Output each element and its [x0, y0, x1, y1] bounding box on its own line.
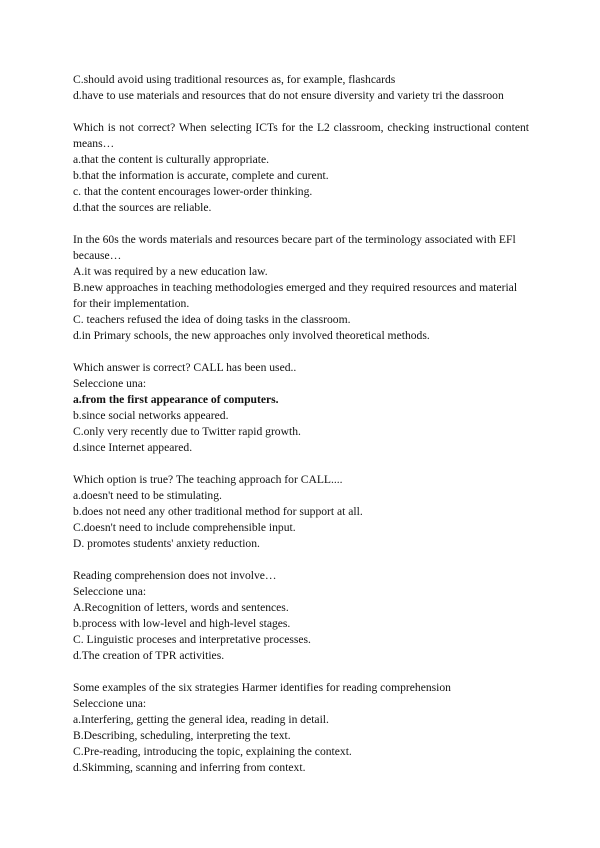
- option-c: c. that the content encourages lower-order thinking.: [73, 185, 313, 198]
- question-block-4: [73, 360, 529, 456]
- option-c: C.Pre-reading, introducing the topic, explaining the context.: [73, 745, 352, 758]
- question-text: Which is not correct? When selecting ICTs for the L2 classroom, checking instructional content means…: [73, 121, 529, 150]
- option-c: C.should avoid using traditional resources as, for example, flashcards: [73, 73, 396, 86]
- question-block-7: [73, 680, 529, 776]
- option-b: B.new approaches in teaching methodologies emerged and they required resources and material for their implementation.: [73, 281, 518, 310]
- question-text: Reading comprehension does not involve…: [73, 569, 277, 582]
- question-block-3: [73, 232, 529, 344]
- question-block-2: [73, 120, 529, 216]
- option-a: A.it was required by a new education law.: [73, 265, 268, 278]
- question-text: In the 60s the words materials and resources becare part of the terminology associated with EFl because…: [73, 233, 516, 262]
- option-c: C. teachers refused the idea of doing tasks in the classroom.: [73, 313, 351, 326]
- option-a: A.Recognition of letters, words and sentences.: [73, 601, 289, 614]
- option-a: a.doesn't need to be stimulating.: [73, 489, 222, 502]
- option-d: d.Skimming, scanning and inferring from context.: [73, 761, 306, 774]
- question-text: Which answer is correct? CALL has been used..: [73, 361, 297, 374]
- option-c: C.doesn't need to include comprehensible input.: [73, 521, 296, 534]
- option-a: a.that the content is culturally appropriate.: [73, 153, 270, 166]
- option-d: d.The creation of TPR activities.: [73, 649, 225, 662]
- option-b: b.that the information is accurate, complete and curent.: [73, 169, 329, 182]
- option-c: C.only very recently due to Twitter rapid growth.: [73, 425, 301, 438]
- option-b: b.does not need any other traditional method for support at all.: [73, 505, 363, 518]
- document-content: [73, 72, 529, 792]
- select-one-label: Seleccione una:: [73, 377, 147, 390]
- option-a-correct: a.from the first appearance of computers.: [73, 393, 279, 406]
- option-d: d.that the sources are reliable.: [73, 201, 212, 214]
- option-d: d.in Primary schools, the new approaches only involved theoretical methods.: [73, 329, 430, 342]
- option-d: D. promotes students' anxiety reduction.: [73, 537, 260, 550]
- option-b: b.process with low-level and high-level stages.: [73, 617, 291, 630]
- question-block-5: [73, 472, 529, 552]
- option-c: C. Linguistic proceses and interpretative processes.: [73, 633, 311, 646]
- option-d: d.have to use materials and resources that do not ensure diversity and variety tri the dassroon: [73, 89, 504, 102]
- select-one-label: Seleccione una:: [73, 697, 147, 710]
- option-d: d.since Internet appeared.: [73, 441, 193, 454]
- select-one-label: Seleccione una:: [73, 585, 147, 598]
- option-b: B.Describing, scheduling, interpreting the text.: [73, 729, 291, 742]
- question-text: Some examples of the six strategies Harmer identifies for reading comprehension: [73, 681, 451, 694]
- option-b: b.since social networks appeared.: [73, 409, 229, 422]
- question-block-1: [73, 72, 529, 104]
- question-text: Which option is true? The teaching approach for CALL....: [73, 473, 343, 486]
- option-a: a.Interfering, getting the general idea, reading in detail.: [73, 713, 329, 726]
- question-block-6: [73, 568, 529, 664]
